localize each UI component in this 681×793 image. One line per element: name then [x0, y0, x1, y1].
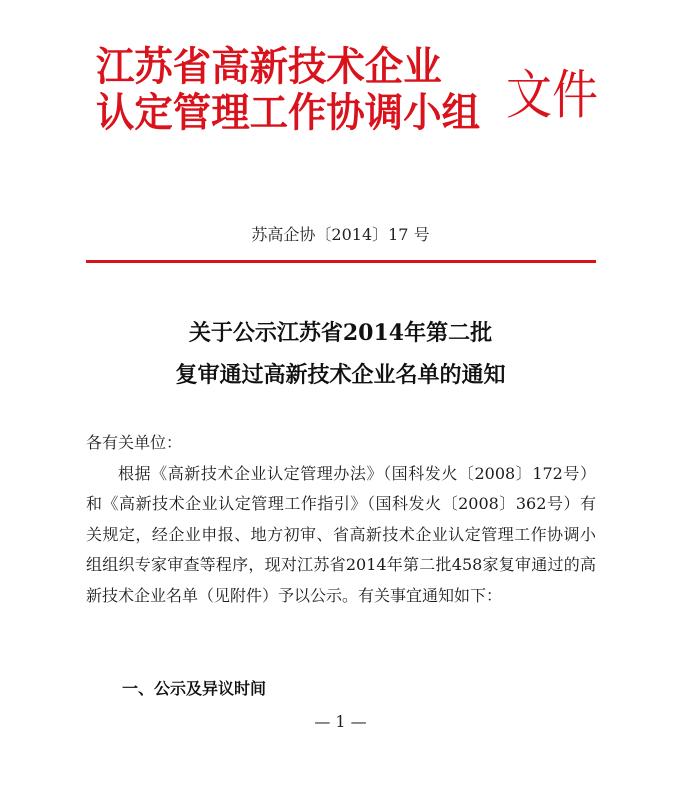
- body-paragraph: 根据《高新技术企业认定管理办法》（国科发火〔2008〕172号）和《高新技术企业认定管理工作指引》（国科发火〔2008〕362号）有关规定，经企业申报、地方初审、省高新技术企业认定管理工作协调小组组织专家审查等程序，现对江苏省2014年第二批458家复审通过的高新技术企业名单（见附件）予以公示。有关事宜通知如下：: [86, 463, 596, 605]
- page-number: — 1 —: [314, 712, 367, 731]
- document-header: [96, 44, 596, 154]
- org-name-line-2: 认定管理工作协调小组: [96, 89, 480, 136]
- document-type-label: 文件: [506, 63, 598, 126]
- title-line-2: 复审通过高新技术企业名单的通知: [175, 362, 506, 388]
- title-line-1: 关于公示江苏省2014年第二批: [188, 320, 493, 346]
- issuing-organization: [96, 44, 480, 136]
- document-body: [86, 428, 596, 611]
- org-name-line-1: 江苏省高新技术企业: [96, 43, 442, 90]
- document-number: 苏高企协〔2014〕17 号: [251, 225, 430, 244]
- salutation: 各有关单位：: [86, 433, 183, 452]
- header-divider: [86, 260, 596, 263]
- document-title: [0, 312, 681, 396]
- section-heading: 一、公示及异议时间: [122, 679, 267, 698]
